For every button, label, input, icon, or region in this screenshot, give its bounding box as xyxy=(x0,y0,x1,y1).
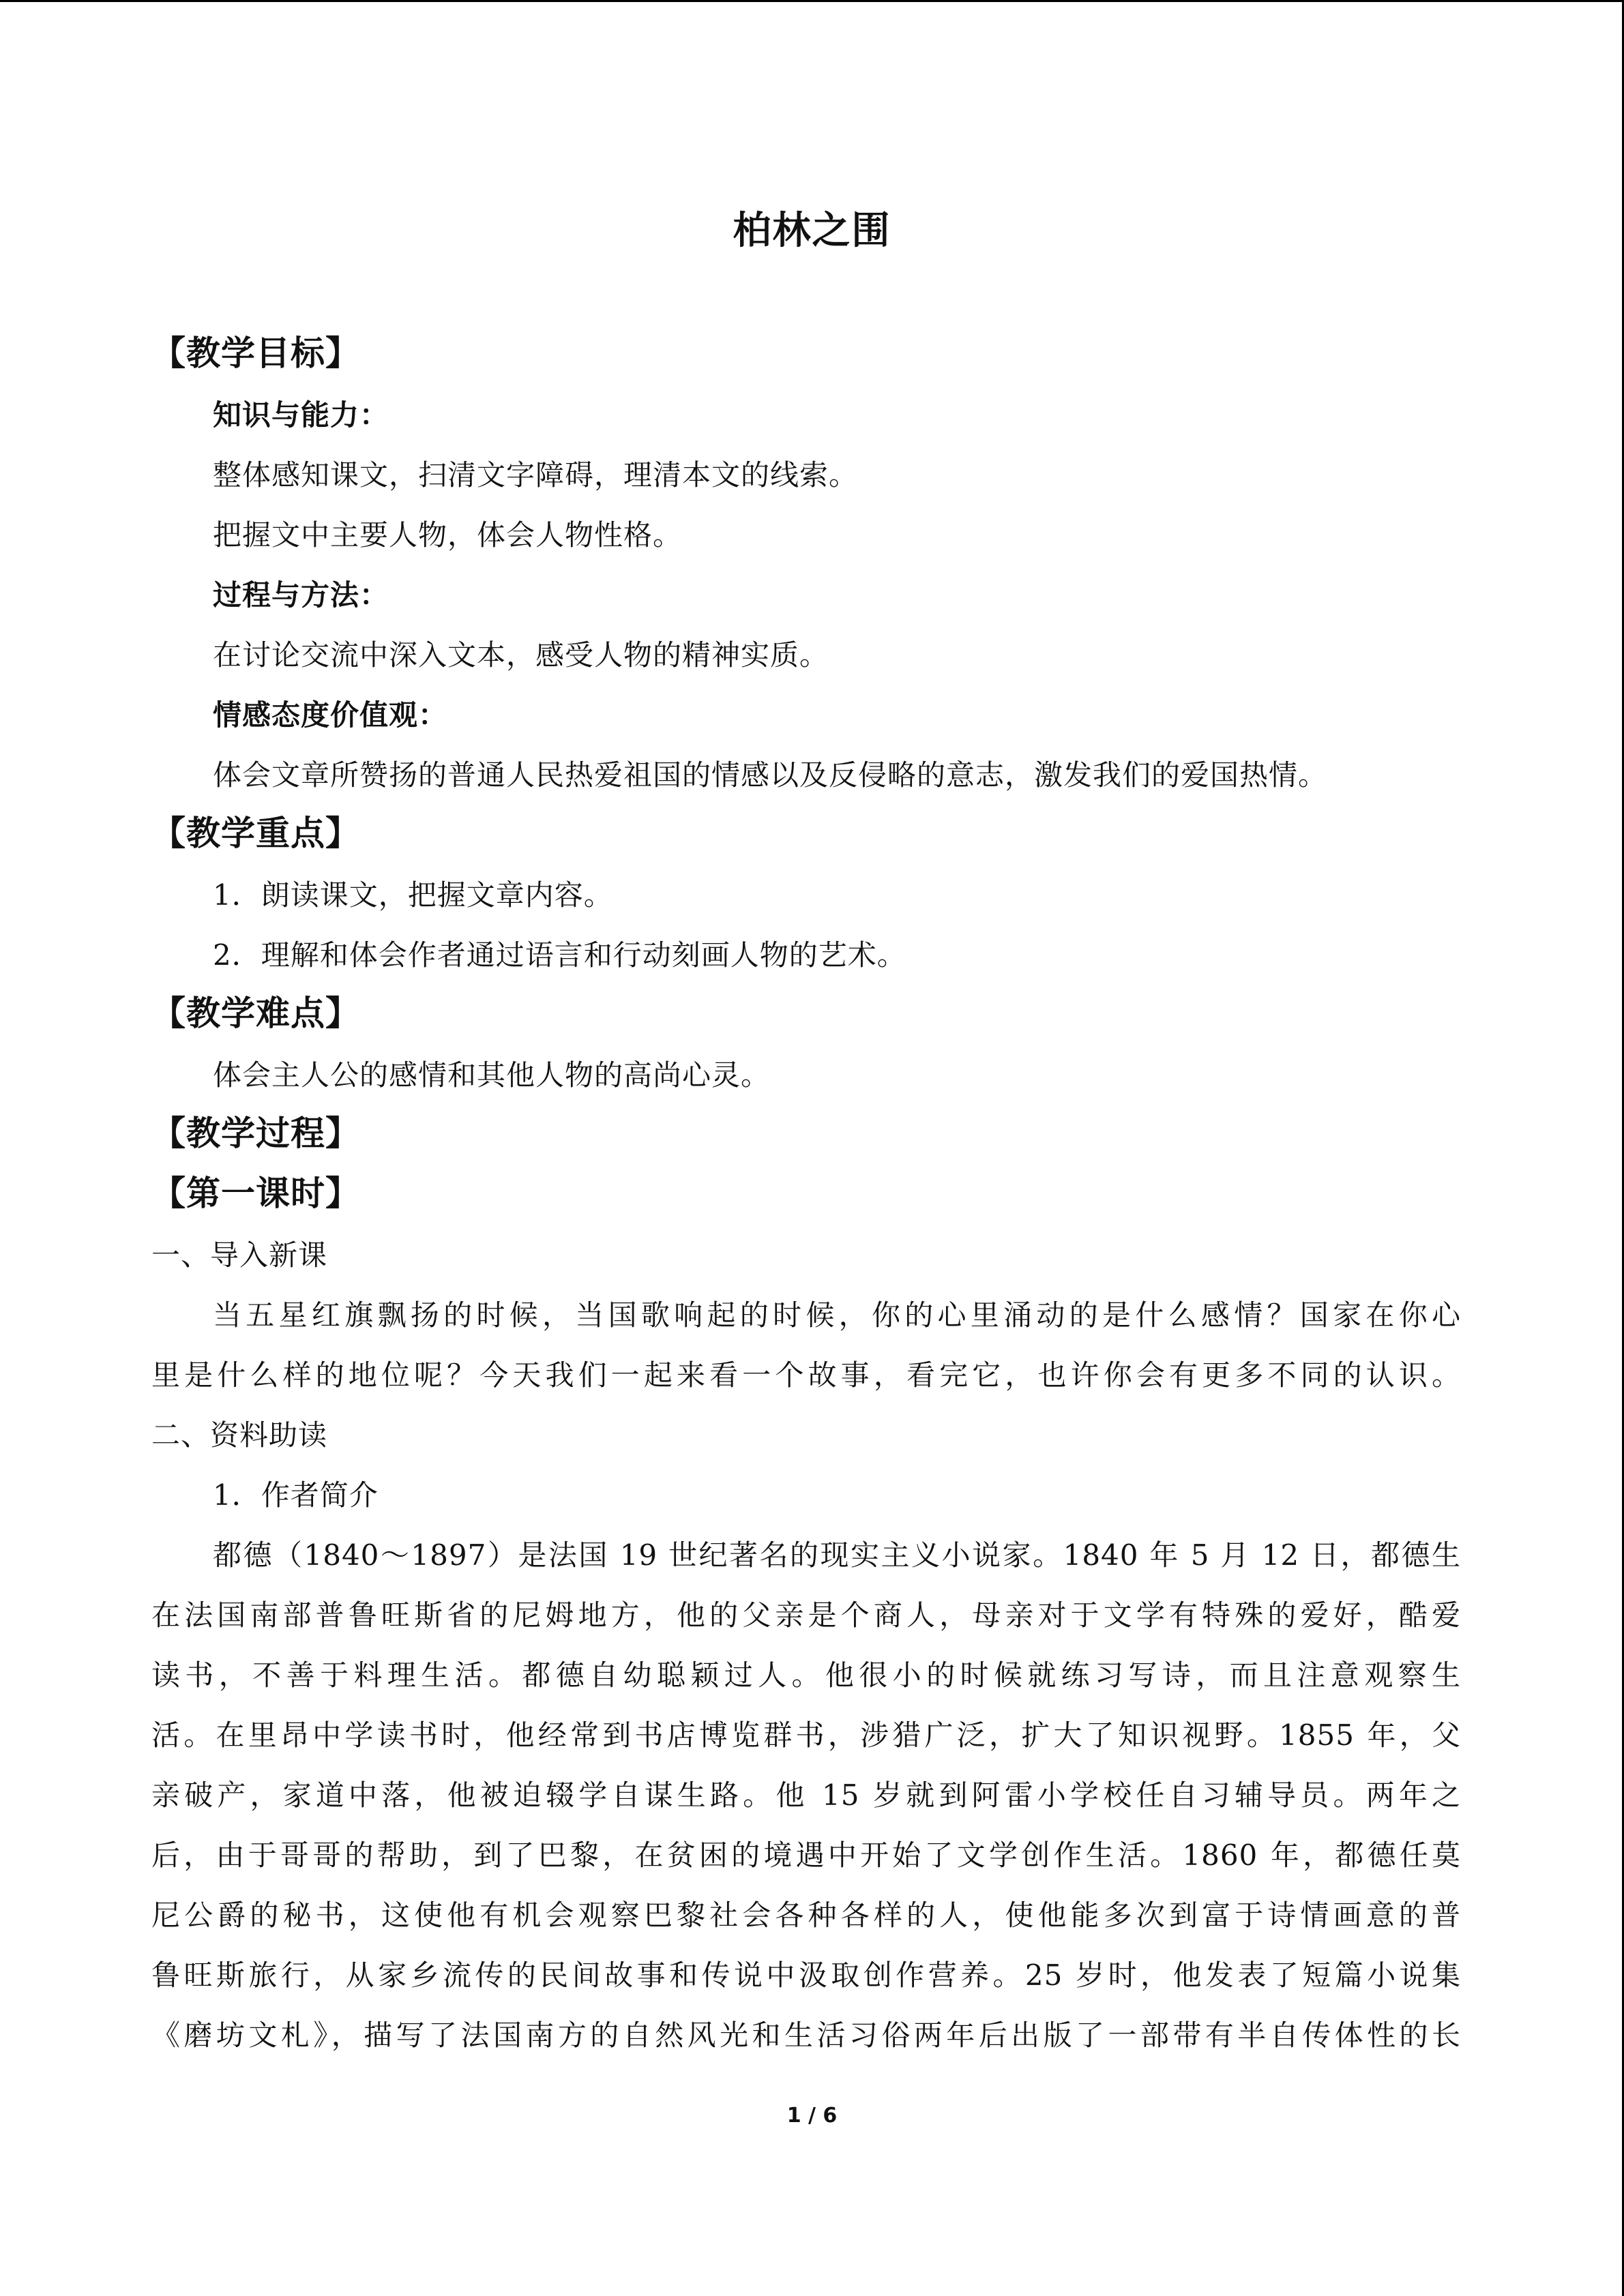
knowledge-item-2: 把握文中主要人物，体会人物性格。 xyxy=(213,518,683,552)
author-paragraph-line: 后，由于哥哥的帮助，到了巴黎，在贫困的境遇中开始了文学创作生活。1860 年，都德任莫 xyxy=(151,1838,1461,1872)
intro-paragraph-line: 里是什么样的地位呢？今天我们一起来看一个故事，看完它，也许你会有更多不同的认识。 xyxy=(151,1358,1461,1392)
key-points-heading: 【教学重点】 xyxy=(151,814,360,853)
author-paragraph-line: 读书，不善于料理生活。都德自幼聪颖过人。他很小的时候就练习写诗，而且注意观察生 xyxy=(151,1658,1461,1692)
section-intro-heading: 一、导入新课 xyxy=(151,1238,328,1272)
knowledge-label: 知识与能力： xyxy=(213,398,389,432)
process-item-1: 在讨论交流中深入文本，感受人物的精神实质。 xyxy=(213,638,829,672)
author-paragraph-line: 鲁旺斯旅行，从家乡流传的民间故事和传说中汲取创作营养。25 岁时，他发表了短篇小说集 xyxy=(151,1958,1461,1992)
objectives-heading: 【教学目标】 xyxy=(151,333,360,373)
author-paragraph-line: 亲破产，家道中落，他被迫辍学自谋生路。他 15 岁就到阿雷小学校任自习辅导员。两年之 xyxy=(151,1778,1461,1812)
author-intro-subheading: 1．作者简介 xyxy=(213,1478,379,1512)
author-paragraph-line: 尼公爵的秘书，这使他有机会观察巴黎社会各种各样的人，使他能多次到富于诗情画意的普 xyxy=(151,1898,1461,1932)
knowledge-item-1: 整体感知课文，扫清文字障碍，理清本文的线索。 xyxy=(213,458,859,492)
author-paragraph-line: 都德（1840～1897）是法国 19 世纪著名的现实主义小说家。1840 年 5 月 12 日，都德生 xyxy=(213,1538,1461,1572)
author-paragraph-line: 活。在里昂中学读书时，他经常到书店博览群书，涉猎广泛，扩大了知识视野。1855 年，父 xyxy=(151,1718,1461,1752)
key-point-1: 1．朗读课文，把握文章内容。 xyxy=(213,878,613,912)
key-point-2: 2．理解和体会作者通过语言和行动刻画人物的艺术。 xyxy=(213,938,906,972)
emotion-label: 情感态度价值观： xyxy=(213,698,448,732)
author-paragraph-line: 在法国南部普鲁旺斯省的尼姆地方，他的父亲是个商人，母亲对于文学有特殊的爱好，酷爱 xyxy=(151,1598,1461,1632)
section-materials-heading: 二、资料助读 xyxy=(151,1418,328,1452)
emotion-item-1: 体会文章所赞扬的普通人民热爱祖国的情感以及反侵略的意志，激发我们的爱国热情。 xyxy=(213,758,1328,792)
author-paragraph-line: 《磨坊文札》，描写了法国南方的自然风光和生活习俗两年后出版了一部带有半自传体性的长 xyxy=(151,2018,1461,2052)
difficulty-item-1: 体会主人公的感情和其他人物的高尚心灵。 xyxy=(213,1058,771,1092)
process-label: 过程与方法： xyxy=(213,578,389,612)
lesson-heading: 【第一课时】 xyxy=(151,1174,360,1213)
intro-paragraph-line: 当五星红旗飘扬的时候，当国歌响起的时候，你的心里涌动的是什么感情？国家在你心 xyxy=(213,1298,1461,1332)
document-title: 柏林之围 xyxy=(733,209,891,253)
page-number: 1 / 6 xyxy=(786,2104,838,2128)
difficulties-heading: 【教学难点】 xyxy=(151,994,360,1033)
process-heading: 【教学过程】 xyxy=(151,1114,360,1153)
